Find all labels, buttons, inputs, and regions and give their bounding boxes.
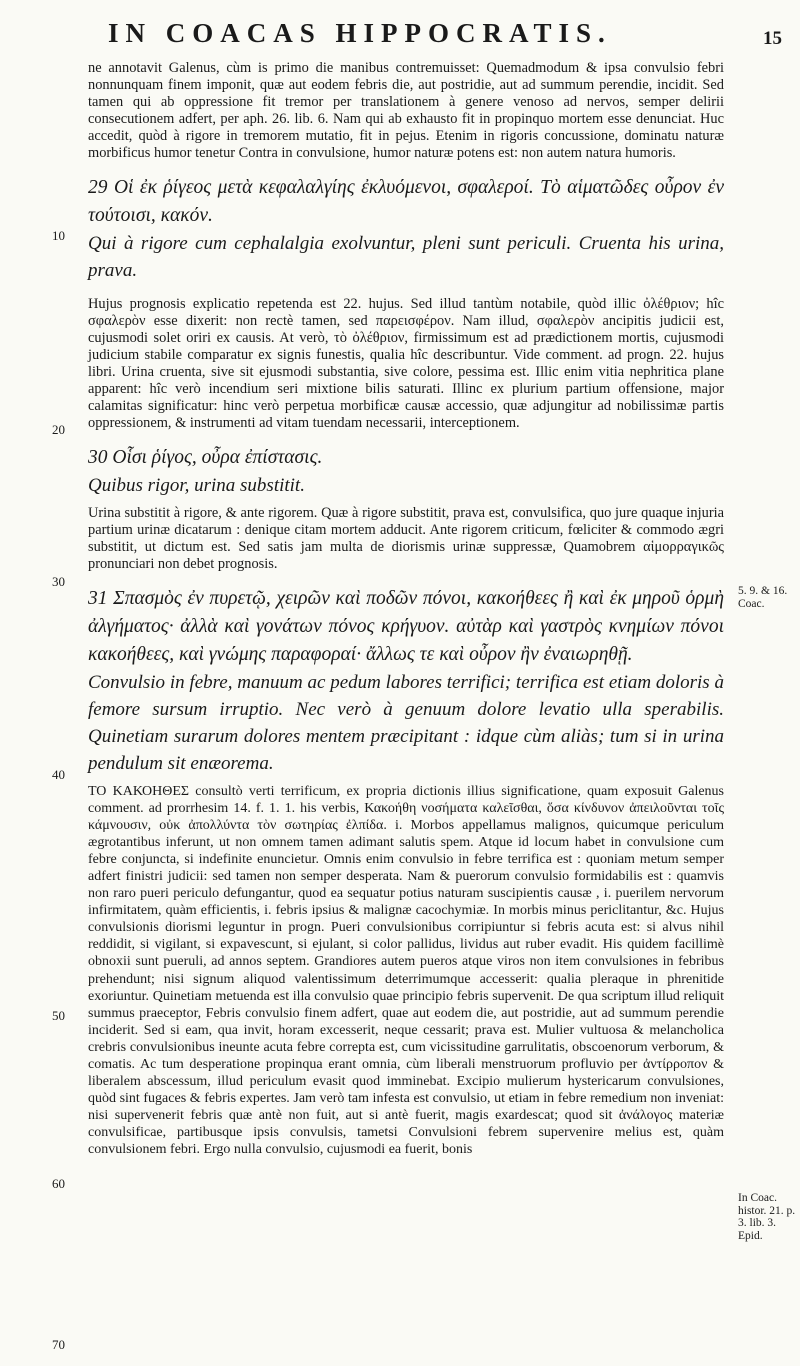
- line-number: 20: [52, 422, 65, 437]
- aphorism-29-greek: 29 Οἱ ἐκ ῥίγεος μετὰ κεφαλαλγίης ἐκλυόμενοι, σφαλεροί. Τὸ αἱματῶδες οὖρον ἐν τούτοισι, κακόν.: [88, 177, 724, 226]
- line-number: 30: [52, 574, 65, 589]
- page-header: [108, 18, 782, 56]
- aphorism-29-latin: Qui à rigore cum cephalalgia exolvuntur, pleni sunt periculi. Cruenta his urina, prava.: [88, 233, 724, 281]
- line-number: 70: [52, 1337, 65, 1352]
- text-body: [88, 60, 724, 1158]
- line-number: 10: [52, 228, 65, 243]
- commentary-paragraph: TO ΚΑΚΟΗΘΕΣ consultò verti terrificum, ex propria dictionis illius significatione, quam exposuit Galenus comment. ad prorrhesim 14. f. 1. 1. his verbis, Κακοήθη νοσήματα καλεῖσθαι, ὅσα κίνδυνον ἀπειλοῦνται τοῖς κάμνουσιν, οὐκ ἀπολλύντα τὸν σωτηρίας ἐλπίδα. i. Morbos appellamus malignos, quicumque periculum ægrotantibus inferunt, ut non omnem tamen adimant salutis spem. Atque id locum habet in convulsione cum febre conjuncta, si indefinite enuncietur. Omnis enim convulsio in febre terrifica est : quoniam metum semper adfert finistri judicii: sed tamen non semper desperata. Nam & puerorum convulsio formidabilis est : quamvis non raro pueri periculo defungantur, quod ea sequatur potius naturam suscipientis causæ , i. puerilem nervorum infirmitatem, quàm efficientis, i. febris ipsius & malignæ cacochymiæ. In morbis minus periclitantur, &c. Hujus convulsionis diorismi leguntur in progn. Pueri convulsionibus corripiuntur si febris acuta est: si alvus nihil reddidit, si vigilant, si expavescunt, si ejulant, si color pallidus, lividus aut ruber evadit. His quidem facillimè obnoxii sunt pueruli, ad annos septem. Grandiores autem pueros atque viros non item convulsiones in febribus prehendunt; nisi signum aliquod valentissimum deterrimumque accesserit: qualia pleraque in phrenitide exoriuntur. Quinetiam metuenda est illa convulsio quae principio febris supervenit. De qua scriptum illud reliquit summus praeceptor, Febris convulsio finem adfert, quae aut eodem die, aut postridie, aut ad summum perendie inciderit. Sed si eam, qua invit, horam excesserit, neque cessarit; prava est. Mulier vultuosa & melancholica crebris convulsionibus ineunte acuta febre correpta est, cum vicissitudine garrulitatis, obscoenorum verborum, & comatis. Ac tum desperatione propinqua erant omnia, cùm liberali menstruorum profluvio per ἀντίρροπον & liberalem abscessum, illud periculum evasit quod imminebat. Excipio mulierum hystericarum convulsiones, quòd sint fugaces & febris expertes. Jam verò tam infesta est convulsio, ut etiam in febre remedium non inveniat: nisi supervenerit febris quæ antè non fuit, aut si antè fuerit, magis exardescat; quod sit ἀνάλογος materiæ convulsificae, partibusque ipsis convulsis, tametsi Convulsioni febrem supervenire melius est, quàm convulsionem febri. Ergo nulla convulsio, cujusmodi ea fuerit, bonis: [88, 784, 724, 1157]
- aphorism-30-greek: 30 Οἷσι ῥίγος, οὖρα ἐπίστασις.: [88, 447, 323, 468]
- commentary-paragraph: Urina substitit à rigore, & ante rigorem. Quæ à rigore substitit, prava est, convulsifica, quo jure quaque injuria partium urinæ dicatarum : denique citam mortem adducit. Ante rigorem criticum, fœliciter & commodo ægri substitit, ut dictum est. Sed satis jam multa de diorismis urinæ suppressæ, Quamobrem αἱμορραγικῶς pronunciari non debet prognosis.: [88, 505, 724, 572]
- running-head: IN COACAS HIPPOCRATIS.: [108, 18, 612, 48]
- commentary-paragraph: Hujus prognosis explicatio repetenda est 22. hujus. Sed illud tantùm notabile, quòd illic ὀλέθριον; hîc σφαλερὸν esse dixerit: non rectè tamen, sed παρεισφέρον. Nam illud, σφαλερὸν ancipitis judicii est, cujusmodi solet oriri ex causis. At verò, τὸ ὀλέθριον, firmissimum est ad prædictionem mortis, cujusmodi judicium stabile comparatur ex signis funestis, qualia hîc describuntur. Vide comment. ad progn. 22. hujus libri. Urina cruenta, sive sit ejusmodi substantia, sive colore, pessima est. Illic enim vitia nephritica plane apparent: hîc verò incendium seri mixtione bilis saturati. Illinc ex plurium partium offensione, major calamitas significatur: hinc verò perpetua morbificæ causæ accessio, quæ adjungitur ad nobilissimæ partis oppressionem, & instrumenti ad vitam tuendam necessarii, interceptionem.: [88, 296, 724, 431]
- aphorism-30-latin: Quibus rigor, urina substitit.: [88, 475, 305, 496]
- line-number: 60: [52, 1176, 65, 1191]
- line-number: 50: [52, 1008, 65, 1023]
- aphorism-31-latin: Convulsio in febre, manuum ac pedum labores terrifici; terrifica est etiam doloris à femore sursum irruptio. Nec verò à genuum dolore levatio ulla sperabilis. Quinetiam surarum dolores mentem præcipitant : idque cùm aliàs; tum si in urina pendulum sit enæorema.: [88, 672, 724, 774]
- commentary-paragraph: ne annotavit Galenus, cùm is primo die manibus contremuisset: Quemadmodum & ipsa convulsio febri nonnunquam finem imponit, quæ aut eodem febris die, aut postridie, aut ad summum perendie, incidit. Sed tamen qui ab oppressione fit tremor per translationem à genere venoso ad nervos, semper delirii consecutionem adfert, per aph. 26. lib. 6. Nam qui ab exhausto fit in propinquo mortem esse denunciat. Huc accedit, quòd à rigore in tremorem mutatio, fit in pejus. Etenim in rigoris concussione, dominatu naturæ morbificus humor tenetur Contra in convulsione, humor naturæ potens est: non autem natura humoris.: [88, 60, 724, 161]
- line-number: 40: [52, 767, 65, 782]
- page-number: 15: [763, 28, 782, 49]
- margin-note-epid: In Coac. histor. 21. p. 3. lib. 3. Epid.: [738, 1192, 796, 1242]
- aphorism-31-greek: 31 Σπασμὸς ἐν πυρετῷ, χειρῶν καὶ ποδῶν πόνοι, κακοήθεες ἢ καὶ ἐκ μηροῦ ὁρμὴ ἀλγήματος· ἀλλὰ καὶ γονάτων πόνος κρήγυον. αὐτὰρ καὶ γαστρὸς κνημίων πόνοι κακοήθεες, καὶ γνώμης παραφοραί· ἄλλως τε καὶ οὖρον ἢν ἐναιωρηθῇ.: [88, 588, 724, 665]
- margin-note-coac: 5. 9. & 16. Coac.: [738, 585, 788, 610]
